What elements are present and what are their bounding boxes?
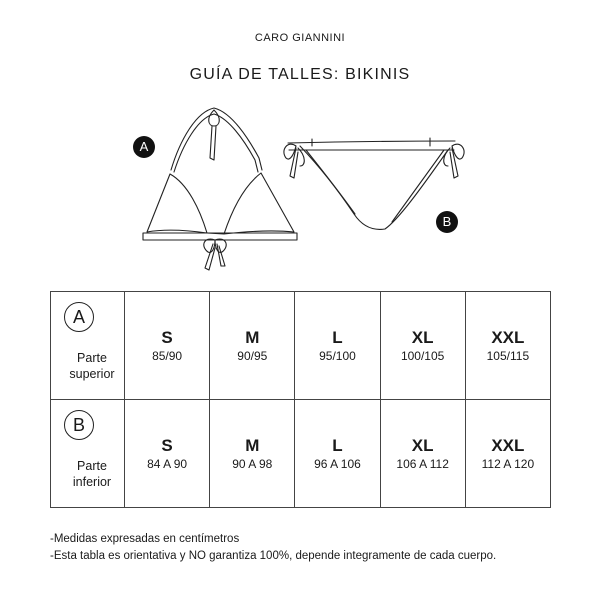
note-line: -Medidas expresadas en centímetros bbox=[50, 533, 240, 545]
size-cell: XXL 105/115 bbox=[465, 292, 550, 400]
bikini-top-drawing bbox=[143, 108, 297, 270]
note-line: -Esta tabla es orientativa y NO garantiza 100%, depende integramente de cada cuerpo. bbox=[50, 550, 497, 562]
part-label: Parte inferior bbox=[72, 459, 112, 489]
footnotes bbox=[50, 531, 496, 565]
table-row-top bbox=[51, 292, 551, 400]
table-row-bottom bbox=[51, 400, 551, 508]
row-letter: B bbox=[64, 410, 94, 440]
size-cell: XXL 112 A 120 bbox=[465, 400, 550, 508]
bottom-marker-badge: B bbox=[436, 211, 458, 233]
size-cell: XL 106 A 112 bbox=[380, 400, 465, 508]
size-cell: S 85/90 bbox=[125, 292, 210, 400]
size-cell: L 96 A 106 bbox=[295, 400, 380, 508]
top-marker-badge: A bbox=[133, 136, 155, 158]
size-cell: M 90/95 bbox=[210, 292, 295, 400]
bikini-illustration bbox=[0, 0, 600, 290]
size-cell: XL 100/105 bbox=[380, 292, 465, 400]
size-cell: M 90 A 98 bbox=[210, 400, 295, 508]
part-label: Parte superior bbox=[69, 351, 115, 381]
row-letter: A bbox=[64, 302, 94, 332]
size-cell: L 95/100 bbox=[295, 292, 380, 400]
row-header-top bbox=[51, 292, 125, 400]
page-title: GUÍA DE TALLES: BIKINIS bbox=[189, 66, 411, 83]
size-table bbox=[50, 291, 551, 508]
size-cell: S 84 A 90 bbox=[125, 400, 210, 508]
row-header-bottom bbox=[51, 400, 125, 508]
brand-name: CARO GIANNINI bbox=[254, 32, 346, 44]
